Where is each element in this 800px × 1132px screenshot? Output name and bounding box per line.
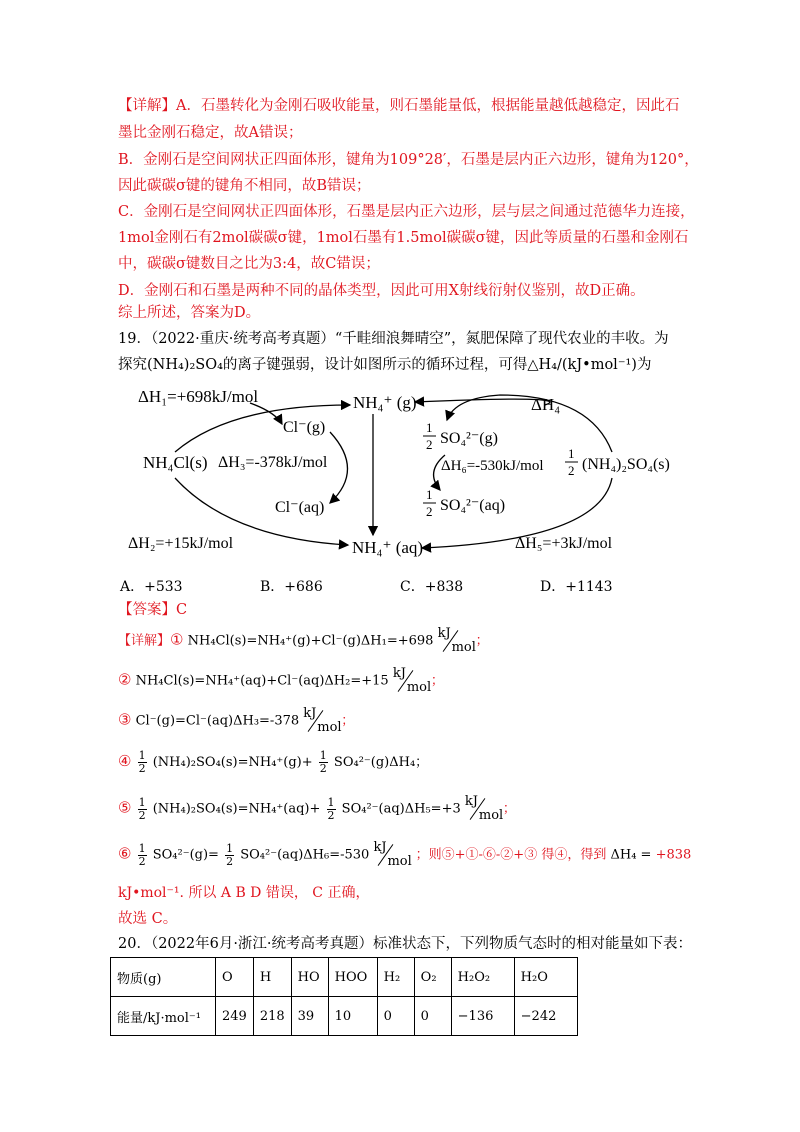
dh2-label: ΔH₂=+15kJ/mol	[128, 535, 234, 552]
option-a[interactable]: A．+533	[120, 579, 183, 595]
dh1-label: ΔH₁=+698kJ/mol	[138, 387, 259, 406]
equation-5-text-b: SO₄²⁻(aq)ΔH₅=+3	[341, 801, 461, 817]
unit-top: kJ	[437, 626, 451, 641]
table-cell: −242	[514, 997, 577, 1036]
frac-num: 1	[327, 795, 335, 809]
equation-4-text-b: SO₄²⁻(g)ΔH₄；	[333, 755, 429, 770]
unit-top: kJ	[464, 794, 478, 809]
table-cell: O₂	[414, 958, 451, 997]
half-fraction	[138, 750, 147, 775]
explain-line-6: 1mol金刚石有2mol碳碳σ键，1mol石墨有1.5mol碳碳σ键，因此等质量的石墨和金刚石	[118, 230, 689, 246]
frac-den: 2	[226, 854, 234, 868]
equation-6	[118, 842, 691, 868]
table-cell: 0	[377, 997, 414, 1036]
cl-gas: Cl⁻(g)	[283, 419, 326, 436]
semicolon: ；	[430, 673, 444, 689]
unit-bottom: mol	[387, 854, 412, 869]
frac-den: 2	[138, 854, 146, 868]
unit-top: kJ	[373, 840, 387, 855]
table-cell: 能量/kJ·mol⁻¹	[111, 997, 216, 1036]
frac-den: 2	[319, 762, 327, 775]
semicolon: ；	[341, 713, 355, 729]
marker-6: ⑥	[118, 844, 132, 863]
table-cell: H	[253, 958, 291, 997]
table-row	[111, 997, 578, 1036]
half-num-2: 1	[426, 487, 433, 502]
frac-num: 1	[226, 841, 234, 855]
frac-num: 1	[138, 795, 146, 809]
half-den-1: 2	[426, 437, 433, 452]
equation-5-text-a: (NH₄)₂SO₄(s)=NH₄⁺(aq)+	[152, 801, 321, 817]
marker-3: ③	[118, 710, 132, 729]
conclusion-line-1: kJ•mol⁻¹. 所以 A B D 错误， C 正确，	[118, 885, 370, 901]
table-cell: 218	[253, 997, 291, 1036]
equation-4-text-a: (NH₄)₂SO₄(s)=NH₄⁺(g)+	[152, 755, 313, 770]
option-b[interactable]: B．+686	[260, 579, 323, 595]
equation-6-text-b: SO₄²⁻(aq)ΔH₆=-530	[240, 847, 370, 863]
ammonium-sulfate-solid: (NH₄)₂SO₄(s)	[582, 456, 670, 473]
marker-4: ④	[118, 752, 132, 770]
explain-line-9: 综上所述，答案为D。	[118, 305, 261, 321]
table-cell: H₂	[377, 958, 414, 997]
unit-bottom: mol	[406, 680, 432, 695]
energy-table	[110, 957, 578, 1036]
semicolon: ；	[475, 633, 489, 649]
frac-den: 2	[138, 762, 146, 775]
equation-6-text-a: SO₄²⁻(g)=	[152, 847, 219, 863]
explain-line-8: D．金刚石和石墨是两种不同的晶体类型，因此可用X射线衍射仪鉴别，故D正确。	[118, 283, 645, 299]
unit-bottom: mol	[451, 640, 476, 655]
nh4-gas: NH₄⁺ (g)	[353, 393, 417, 412]
option-d[interactable]: D．+1143	[540, 579, 613, 595]
table-cell: 物质(g)	[111, 958, 216, 997]
equation-2	[118, 668, 444, 694]
table-cell: HOO	[328, 958, 377, 997]
detail-label: 【详解】	[118, 633, 171, 649]
conclusion-line-2: 故选 C。	[118, 911, 178, 927]
explain-line-1: 【详解】A．石墨转化为金刚石吸收能量，则石墨能量低，根据能量越低越稳定，因此石	[118, 98, 680, 114]
unit-top: kJ	[303, 706, 317, 721]
unit-kj-per-mol	[465, 796, 503, 822]
equation-4	[118, 750, 428, 775]
equation-6-text-c: ；则⑤+①-⑥-②+③ 得④，得到	[415, 847, 607, 863]
dh6-label: ΔH₆=-530kJ/mol	[441, 458, 544, 474]
frac-num: 1	[138, 749, 146, 762]
table-cell: HO	[291, 958, 328, 997]
dh3-label: ΔH₃=-378kJ/mol	[218, 454, 328, 471]
frac-num: 1	[138, 841, 146, 855]
marker-2: ②	[118, 670, 132, 689]
equation-3	[118, 708, 354, 734]
equation-6-text-e: +838	[655, 847, 692, 863]
q20-stem: 20．（2022年6月·浙江·统考高考真题）标准状态下，下列物质气态时的相对能量如下表：	[118, 936, 693, 952]
dh5-label: ΔH₅=+3kJ/mol	[515, 535, 613, 552]
half-num-1: 1	[426, 420, 433, 435]
option-c[interactable]: C．+838	[400, 579, 464, 595]
table-cell: 249	[216, 997, 254, 1036]
explain-line-4: 因此碳碳σ键的键角不相同，故B错误；	[118, 178, 371, 194]
so4-aq: SO₄²⁻(aq)	[440, 497, 506, 514]
unit-bottom: mol	[478, 808, 504, 823]
half-fraction	[319, 750, 328, 775]
so4-gas: SO₄²⁻(g)	[440, 430, 498, 447]
unit-top: kJ	[392, 666, 406, 681]
unit-bottom: mol	[317, 720, 342, 735]
cl-aq: Cl⁻(aq)	[275, 499, 325, 516]
equation-2-text: NH₄Cl(s)=NH₄⁺(aq)+Cl⁻(aq)ΔH₂=+15	[135, 673, 389, 689]
table-cell: 39	[291, 997, 328, 1036]
q19-stem-2: 探究(NH₄)₂SO₄的离子键强弱，设计如图所示的循环过程，可得△H₄/(kJ•mol⁻¹)为	[118, 357, 652, 373]
equation-1-text: NH₄Cl(s)=NH₄⁺(g)+Cl⁻(g)ΔH₁=+698	[187, 633, 434, 649]
unit-kj-per-mol	[438, 628, 476, 654]
dh4-label: ΔH₄	[531, 395, 561, 414]
explain-line-7: 中，碳碳σ键数目之比为3:4，故C错误；	[118, 256, 380, 272]
semicolon: ；	[502, 801, 516, 817]
answer-label: 【答案】C	[118, 602, 188, 618]
equation-1	[118, 628, 489, 654]
table-cell: 10	[328, 997, 377, 1036]
unit-kj-per-mol	[393, 668, 431, 694]
half-fraction	[138, 843, 147, 868]
table-row	[111, 958, 578, 997]
half-fraction	[327, 797, 336, 822]
frac-den: 2	[327, 808, 335, 822]
equation-5	[118, 796, 516, 822]
half-fraction	[225, 843, 234, 868]
explain-line-2: 墨比金刚石稳定，故A错误；	[118, 125, 303, 141]
table-cell: H₂O	[514, 958, 577, 997]
unit-kj-per-mol	[373, 842, 411, 868]
table-cell: −136	[451, 997, 514, 1036]
q19-stem-1: 19．（2022·重庆·统考高考真题）“千畦细浪舞晴空”，氮肥保障了现代农业的丰收。为	[118, 331, 669, 347]
table-cell: O	[216, 958, 254, 997]
nh4cl-solid: NH₄Cl(s)	[143, 453, 208, 472]
table-cell: H₂O₂	[451, 958, 514, 997]
unit-kj-per-mol	[303, 708, 341, 734]
half-den-3: 2	[568, 463, 575, 478]
marker-1: ①	[170, 630, 184, 649]
half-fraction	[138, 797, 147, 822]
frac-den: 2	[138, 808, 146, 822]
equation-6-text-d: ΔH₄ =	[610, 847, 652, 863]
table-cell: 0	[414, 997, 451, 1036]
equation-3-text: Cl⁻(g)=Cl⁻(aq)ΔH₃=-378	[135, 713, 300, 729]
half-num-3: 1	[568, 446, 575, 461]
frac-num: 1	[319, 749, 327, 762]
half-den-2: 2	[426, 504, 433, 519]
explain-line-3: B．金刚石是空间网状正四面体形，键角为109°28′，石墨是层内正六边形，键角为120°，	[118, 152, 699, 168]
nh4-aq: NH₄⁺ (aq)	[352, 538, 424, 557]
explain-line-5: C．金刚石是空间网状正四面体形，石墨是层内正六边形，层与层之间通过范德华力连接，	[118, 204, 695, 220]
marker-5: ⑤	[118, 798, 132, 817]
